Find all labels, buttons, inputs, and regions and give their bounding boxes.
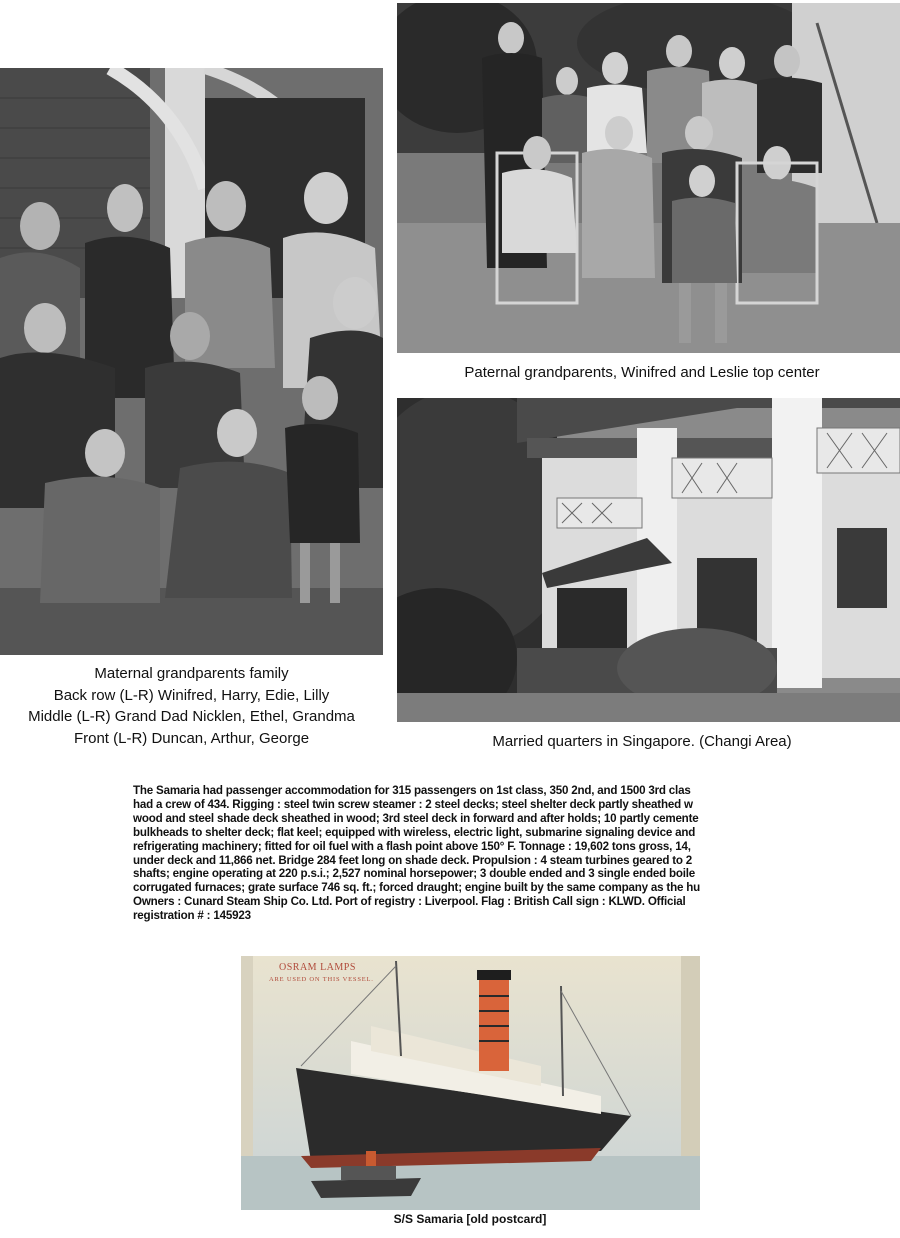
text-line: corrugated furnaces; grate surface 746 sq. ft.; forced draught; engine built by the same company as the hu bbox=[133, 881, 700, 895]
text-line: bulkheads to shelter deck; flat keel; equipped with wireless, electric light, submarine signaling device and bbox=[133, 825, 696, 839]
paternal-caption: Paternal grandparents, Winifred and Leslie top center bbox=[464, 364, 820, 381]
maternal-family-photo bbox=[0, 68, 383, 655]
postcard-banner-line1: OSRAM LAMPS bbox=[279, 962, 356, 973]
postcard-banner bbox=[269, 962, 419, 986]
samaria-description bbox=[133, 784, 767, 923]
text-line: Owners : Cunard Steam Ship Co. Ltd. Port of registry : Liverpool. Flag : British Call sign : KLWD. Official bbox=[133, 895, 686, 909]
text-line: wood and steel shade deck sheathed in wood; 3rd steel deck in forward and after holds; 10 partly cemente bbox=[133, 811, 699, 825]
text-line: had a crew of 434. Rigging : steel twin screw steamer : 2 steel decks; steel shelter deck partly sheathed w bbox=[133, 797, 693, 811]
text-line: The Samaria had passenger accommodation for 315 passengers on 1st class, 350 2nd, and 1500 3rd clas bbox=[133, 784, 691, 797]
quarters-caption: Married quarters in Singapore. (Changi Area) bbox=[492, 733, 792, 750]
text-line: registration # : 145923 bbox=[133, 909, 251, 923]
maternal-caption-back-row: Back row (L-R) Winifred, Harry, Edie, Lilly bbox=[53, 686, 330, 704]
maternal-caption-middle-row: Middle (L-R) Grand Dad Nicklen, Ethel, Grandma bbox=[28, 708, 355, 725]
postcard-banner-line2: ARE USED ON THIS VESSEL. bbox=[269, 976, 374, 983]
paternal-family-photo bbox=[397, 3, 900, 353]
samaria-postcard bbox=[241, 956, 700, 1210]
maternal-caption-front-row: Front (L-R) Duncan, Arthur, George bbox=[73, 729, 310, 747]
text-line: shafts; engine operating at 220 p.s.i.; 2,527 nominal horsepower; 3 double ended and 3 single ended boile bbox=[133, 867, 696, 881]
text-line: refrigerating machinery; fitted for oil fuel with a flash point above 150° F. Tonnage : 19,602 tons gross, 14, bbox=[133, 839, 691, 853]
singapore-quarters-photo bbox=[397, 398, 900, 722]
postcard-caption: S/S Samaria [old postcard] bbox=[393, 1212, 547, 1226]
maternal-caption bbox=[0, 663, 383, 749]
text-line: under deck and 11,866 net. Bridge 284 feet long on shade deck. Propulsion : 4 steam turbines geared to 2 bbox=[133, 853, 693, 867]
maternal-caption-title: Maternal grandparents family bbox=[94, 665, 289, 682]
